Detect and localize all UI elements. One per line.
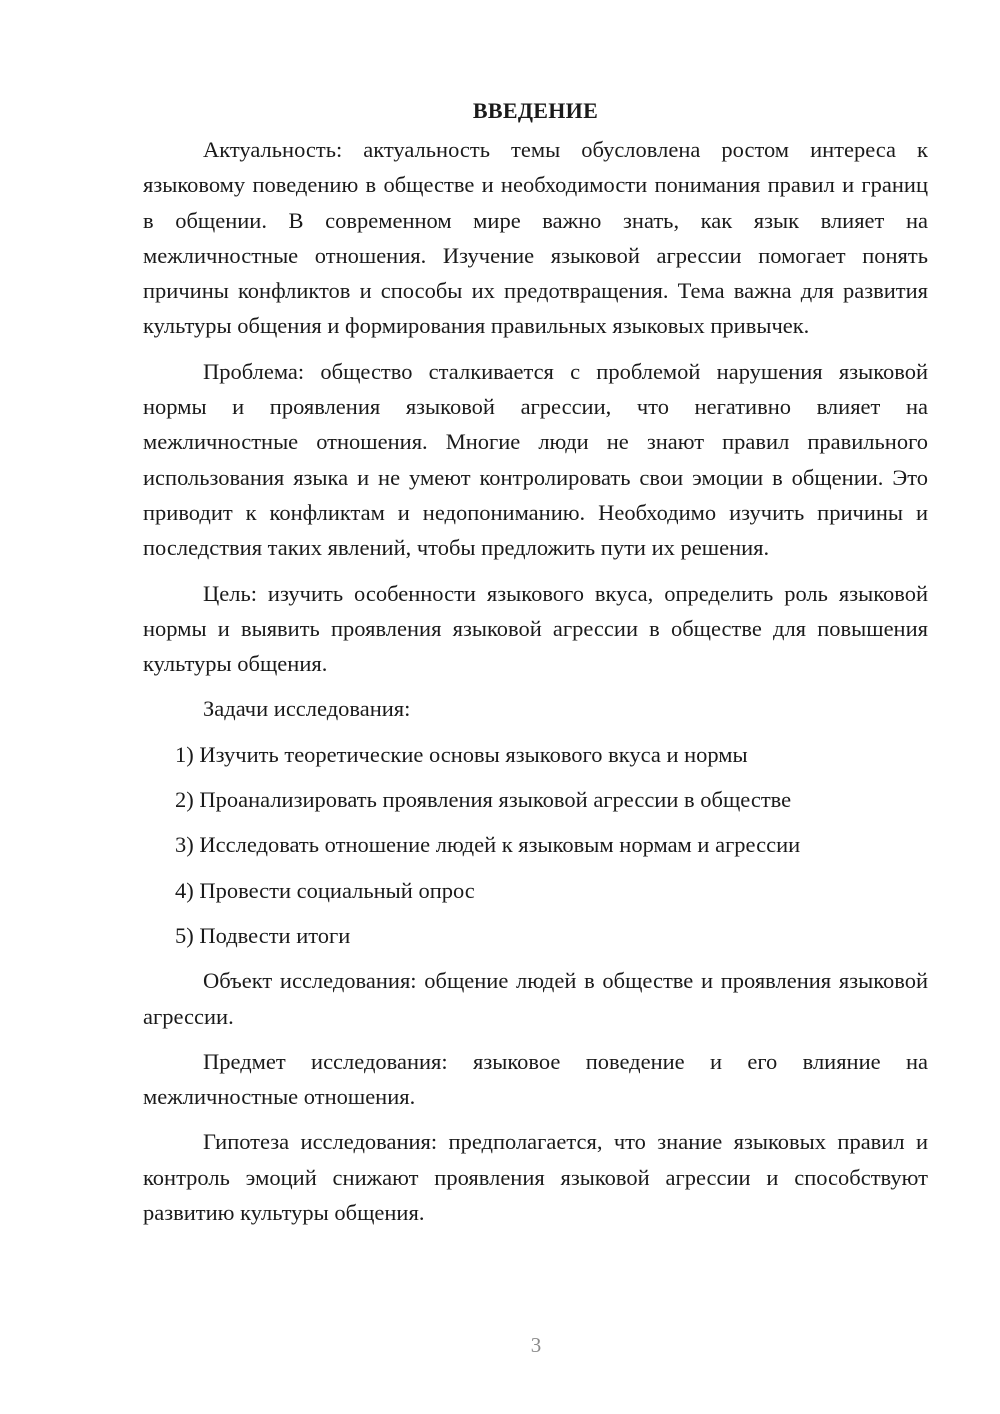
document-page [143, 96, 928, 1240]
page-number: 3 [530, 1333, 542, 1357]
subject-paragraph: Предмет исследования: языковое поведение и его влияние на межличностные отношения. [143, 1048, 928, 1110]
problem-paragraph: Проблема: общество сталкивается с проблемой нарушения языковой нормы и проявления языковой агрессии, что негативно влияет на межличностные отношения. Многие люди не знают правил правильного использования языка и не умеют контролировать свои эмоции в общении. Это приводит к конфликтам и недопониманию. Необходимо изучить причины и последствия таких явлений, чтобы предложить пути их решения. [143, 358, 928, 561]
object-paragraph: Объект исследования: общение людей в обществе и проявления языковой агрессии. [143, 968, 928, 1029]
hypothesis-paragraph: Гипотеза исследования: предполагается, что знание языковых правил и контроль эмоций снижают проявления языковой агрессии и способствуют развитию культуры общения. [143, 1129, 928, 1226]
list-item: 5) Подвести итоги [175, 922, 351, 948]
list-item: 3) Исследовать отношение людей к языковым нормам и агрессии [175, 832, 801, 858]
page-title: ВВЕДЕНИЕ [472, 98, 599, 123]
tasks-heading: Задачи исследования: [203, 696, 411, 722]
list-item: 2) Проанализировать проявления языковой агрессии в обществе [175, 787, 792, 813]
goal-paragraph: Цель: изучить особенности языкового вкуса, определить роль языковой нормы и выявить проявления языковой агрессии в обществе для повышения культуры общения. [143, 580, 928, 677]
list-item: 4) Провести социальный опрос [175, 877, 475, 903]
relevance-paragraph: Актуальность: актуальность темы обусловлена ростом интереса к языковому поведению в обществе и необходимости понимания правил и границ в общении. В современном мире важно знать, как язык влияет на межличностные отношения. Изучение языковой агрессии помогает понять причины конфликтов и способы их предотвращения. Тема важна для развития культуры общения и формирования правильных языковых привычек. [143, 137, 928, 339]
task-list [143, 737, 928, 953]
list-item: 1) Изучить теоретические основы языкового вкуса и нормы [175, 741, 748, 767]
